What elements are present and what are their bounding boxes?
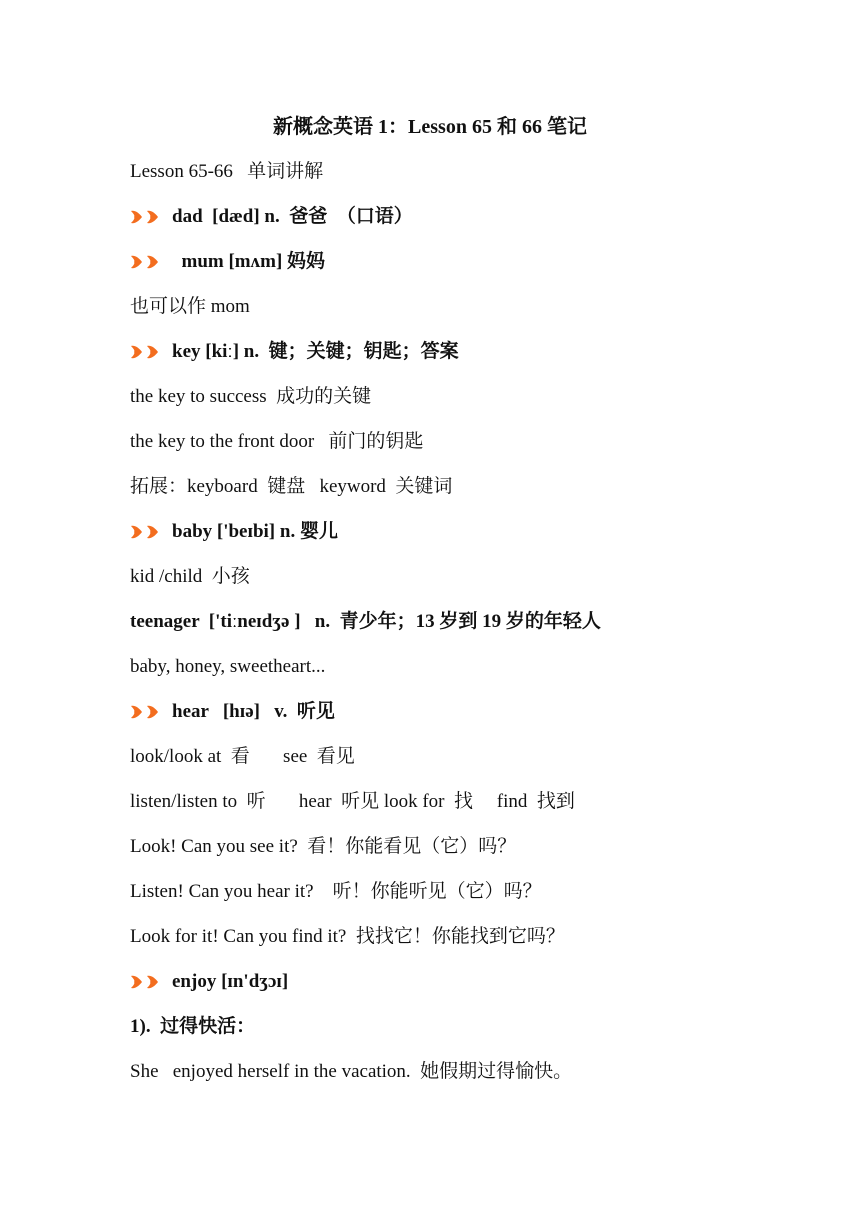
line-text: listen/listen to 听 hear 听见 look for 找 find 找到 [130,791,575,812]
note-line [130,293,820,338]
note-line [130,878,820,923]
vocab-heading [130,968,820,1013]
double-heart-bullet-icon [130,971,162,999]
note-line [130,653,820,698]
double-heart-bullet-icon [130,206,162,234]
note-line [130,383,820,428]
line-text: Lesson 65-66 单词讲解 [130,161,324,182]
note-line [130,833,820,878]
note-line [130,743,820,788]
line-text: the key to the front door 前门的钥匙 [130,431,424,452]
line-text: Look for it! Can you find it? 找找它！你能找到它吗？ [130,926,565,947]
line-text: look/look at 看 see 看见 [130,746,355,767]
double-heart-bullet-icon [130,521,162,549]
vocab-heading [130,203,820,248]
note-line [130,788,820,833]
vocab-heading [130,518,820,563]
note-line [130,923,820,968]
note-line [130,1013,820,1058]
double-heart-bullet-icon [130,251,162,279]
line-text: key [kiː] n. 键；关键；钥匙；答案 [172,341,459,362]
line-text: hear [hɪə] v. 听见 [172,701,335,722]
note-line [130,473,820,518]
notes-body [130,158,820,1103]
double-heart-bullet-icon [130,701,162,729]
line-text: 也可以作 mom [130,296,250,317]
note-line [130,1058,820,1103]
vocab-heading [130,698,820,743]
line-text: Listen! Can you hear it? 听！你能听见（它）吗？ [130,881,542,902]
line-text: mum [mʌm] 妈妈 [172,251,326,272]
line-text: 1). 过得快活： [130,1016,256,1037]
line-text: Look! Can you see it? 看！你能看见（它）吗？ [130,836,517,857]
double-heart-bullet-icon [130,341,162,369]
line-text: baby ['beɪbi] n. 婴儿 [172,521,338,542]
note-line [130,428,820,473]
line-text: baby, honey, sweetheart... [130,656,326,677]
note-line [130,563,820,608]
line-text: She enjoyed herself in the vacation. 她假期过得愉快。 [130,1061,573,1082]
line-text: teenager ['tiːneɪdʒə ] n. 青少年；13 岁到 19 岁的年轻人 [130,611,601,632]
note-line [130,158,820,203]
line-text: dad [dæd] n. 爸爸 （口语） [172,206,413,227]
note-line [130,608,820,653]
vocab-heading [130,248,820,293]
page-title: 新概念英语 1：Lesson 65 和 66 笔记 [273,116,587,138]
line-text: kid /child 小孩 [130,566,250,587]
line-text: the key to success 成功的关键 [130,386,372,407]
line-text: enjoy [ɪn'dʒɔɪ] [172,971,289,992]
line-text: 拓展：keyboard 键盘 keyword 关键词 [130,476,453,497]
vocab-heading [130,338,820,383]
